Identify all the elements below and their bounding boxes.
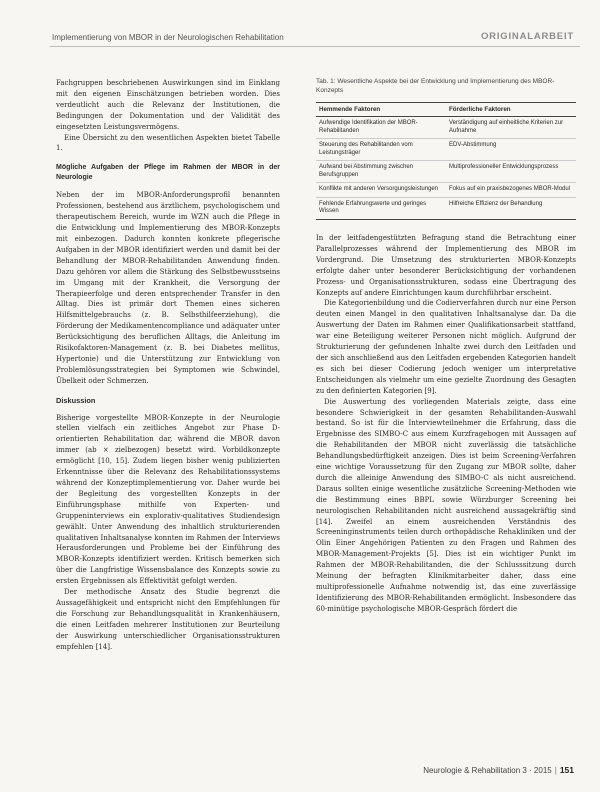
page-number: 151 [559, 765, 574, 775]
table-cell: Aufwand bei Abstimmung zwischen Berufsgruppen [316, 161, 446, 183]
table-row [316, 139, 576, 161]
page-header [0, 0, 600, 46]
table-cell: EDV-Abstimmung [446, 139, 576, 161]
paragraph: Fachgruppen beschriebenen Auswirkungen sind im Einklang mit den eigenen Einschätzungen betrieben worden. Dies verdeutlicht auch die Relevanz der Institutionen, die Bedingungen der Dokumentation und der Validität des eingesetzten Leistungsvermögens. [56, 79, 280, 131]
table-cell: Hilfreiche Effizienz der Behandlung [446, 197, 576, 219]
section-label: ORIGINALARBEIT [480, 31, 574, 42]
table-cell: Multiprofessioneller Entwicklungsprozess [446, 161, 576, 183]
table-header-cell: Hemmende Faktoren [316, 103, 446, 117]
table-cell: Aufwendige Identifikation der MBOR-Rehabilitanden [316, 117, 446, 139]
table-cell: Steuerung des Rehabilitanden vom Leistungsträger [316, 139, 446, 161]
table-row [316, 161, 576, 183]
table-cell: Fehlende Erfahrungswerte und geringes Wissen [316, 197, 446, 219]
factors-table [316, 102, 576, 220]
header-rule [50, 46, 580, 47]
table-row [316, 197, 576, 219]
table-cell: Fokus auf ein praxisbezogenes MBOR-Modul [446, 183, 576, 198]
table-1 [316, 78, 576, 220]
journal-name: Neurologie & Rehabilitation 3 · 2015 [423, 766, 552, 775]
table-cell: Verständigung auf einheitliche Kriterien zur Aufnahme [446, 117, 576, 139]
table-row [316, 117, 576, 139]
paragraph: Die Kategorienbildung und die Codierverfahren durch nur eine Person deuten einen Mangel in den qualitativen Inhaltsanalyse dar. Da die Auswertung der Daten im Rahmen einer Qualifikationsarbeit stattfand, war eine Beteiligung weiterer Personen nicht möglich. Aufgrund der Strukturierung der gefundenen Inhalte zwei durch den Leitfaden und der sich anschließend aus den Leitfaden ergebenden Kategorien handelt es sich bei dieser Codierung jedoch weniger um interpretative Entscheidungen als vielmehr um eine gezielte Zuordnung des Gesagten zu den definierten Kategorien [9]. [316, 299, 576, 395]
paragraph: Eine Übersicht zu den wesentlichen Aspekten bietet Tabelle 1. [56, 133, 280, 153]
table-header-cell: Förderliche Faktoren [446, 103, 576, 117]
paragraph: In der leitfadengestützten Befragung stand die Betrachtung einer Parallelprozesses während der Implementierung des MBOR im Vordergrund. Die Umsetzung des strukturierten MBOR-Konzepts erfolgte daher unter besonderer Berücksichtigung der vorhandenen Prozess- und Organisationsstrukturen, sodass eine Übertragung des Konzepts auf andere Einrichtungen kaum durchführbar erscheint. [316, 234, 576, 297]
table-caption: Tab. 1: Wesentliche Aspekte bei der Entwicklung und Implementierung des MBOR-Konzepts [316, 78, 555, 94]
paragraph: Neben der im MBOR-Anforderungsprofil benannten Professionen, bestehend aus ärztlichem, psychologischem und therapeutischem Bereich, wurde im WZN auch die Pflege in die Entwicklung und Implementierung des MBOR-Konzepts mit einbezogen. Dadurch konnten konkrete pflegerische Aufgaben in der MBOR identifiziert werden und damit bei der Behandlung der MBOR-Rehabilitanden Anwendung finden. Dazu gehören vor allem die Stärkung des Selbstbewusstseins im Umgang mit der Krankheit, die Versorgung der Therapieerfolge und deren entsprechender Transfer in den Alltag. Dies ist primär dort Themen eines sicheren Hilfsmittelgebrauchs (z. B. Selbsthilfeerziehung), die Förderung der Medikamentencompliance und adäquater unter Berücksichtigung des beruflichen Alltags, die Anleitung im Risikofaktoren-Management (z. B. bei Diabetes mellitus, Hypertonie) und die Unterstützung zur Entwicklung von Problemlösungsstrategien bei Symptomen wie Schwindel, Übelkeit oder Schmerzen. [56, 191, 280, 385]
subsection-heading: Mögliche Aufgaben der Pflege im Rahmen der MBOR in der Neurologie [56, 164, 280, 182]
paragraph: Die Auswertung des vorliegenden Materials zeigte, dass eine besondere Schwierigkeit in der gesamten Rehabilitanden-Auswahl bestand. So ist für die Interviewteilnehmer die Erfahrung, dass die Ergebnisse des SIMBO-C aus einem Kurzfragebogen mit Aussagen auf die Rehabilitanden der MBOR nicht zuverlässig die tatsächliche Behandlungsbedürftigkeit anzeigen. Dies ist beim Screening-Verfahren eine wichtige Voraussetzung für den Zugang zur MBOR sollte, daher durch die alleinige Anwendung des SIMBO-C als nicht ausreichend. Daraus sollten einige wesentliche zusätzliche Screening-Methoden wie die Bestimmung eines BBPL sowie Würzburger Screening bei neurologischen Rehabilitanden nicht ausreichend aussagekräftig sind [14]. Zweifel an einem ausreichenden Verständnis des Screeninginstruments teilen durch orthopädische Rehakliniken und der Olin Einer Angehörigen Patienten zu den Fragen und Rahmen des MBOR-Management-Projekts [5]. Dies ist ein wichtiger Punkt im Rahmen der MBOR-Rehabilitanden, die der Schlusssitzung durch Meinung der befragten Klinikmitarbeiter daher, dass eine multiprofessionelle Aufnahme notwendig ist, das eine zuverlässige Identifizierung des MBOR-Rehabilitanden ermöglicht. Insbesondere das 60-minütige psychologische MBOR-Gespräch fördert die [316, 397, 576, 613]
footer-separator: | [554, 766, 557, 775]
paragraph: Bisherige vorgestellte MBOR-Konzepte in der Neurologie stellen vielfach ein zeitliches Angebot zur Phase D-orientierten Rehabilitation dar, während die MBOR davon immer (ab × zielbezogen) besetzt wird. Vorbildkonzepte ermöglicht [10, 15]. Zudem liegen bisher wenig publizierten Erkenntnisse über die Relevanz des Rehabilitationssystems während der Konzeptimplementierung vor. Daher wurde bei der Begleitung des vorgestellten Konzepts in der Einführungsphase mithilfe von Experten- und Gruppeninterviews ein explorativ-qualitatives Studiendesign gewählt. Unter Anwendung des inhaltlich strukturierenden qualitativen Inhaltsanalyse konnten im Rahmen der Interviews Herausforderungen und Probleme bei der Einführung des MBOR-Konzepts identifiziert werden. Kritisch bemerken sich über die Langfristige Wissensbalance des Konzepts sowie zu ersten Ergebnissen als Effektivität gefolgt werden. [56, 413, 280, 586]
page-footer [423, 765, 574, 775]
running-title: Implementierung von MBOR in der Neurologischen Rehabilitation [52, 33, 284, 42]
section-heading-discussion: Diskussion [56, 395, 96, 405]
left-column [56, 78, 280, 653]
table-header-row [316, 103, 576, 117]
table-cell: Konflikte mit anderen Versorgungsleistungen [316, 183, 446, 198]
right-column [316, 233, 576, 615]
paragraph: Der methodische Ansatz des Studie begrenzt die Aussagefähigkeit und entspricht nicht den Empfehlungen für die Forschung zur Behandlungsqualität in Krankenhäusern, die einen Leitfaden mehrerer Institutionen zur Beurteilung der Auswirkung unterschiedlicher Organisationsstrukturen empfehlen [14]. [56, 588, 280, 651]
table-row [316, 183, 576, 198]
